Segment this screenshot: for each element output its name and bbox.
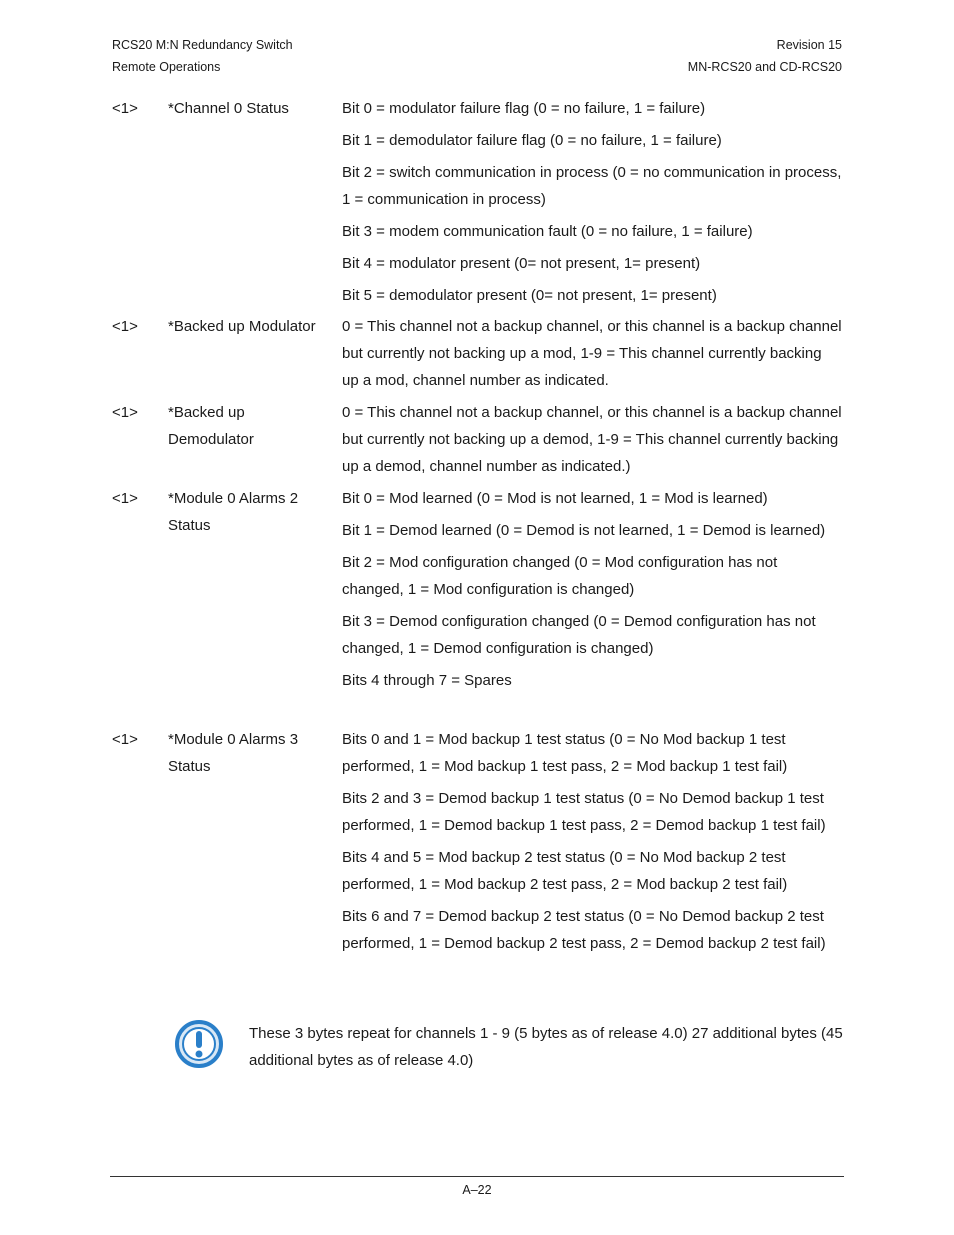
description-paragraph: 0 = This channel not a backup channel, or this channel is a backup channel but currently not backing up a demod, 1-9 = This channel currently backing up a demod, channel number as indicated.) (342, 404, 842, 475)
description-paragraph: Bits 0 and 1 = Mod backup 1 test status (0 = No Mod backup 1 test performed, 1 = Mod backup 1 test pass, 2 = Mod backup 1 test fail) (342, 731, 788, 775)
field-description (342, 399, 842, 485)
important-icon (173, 1018, 225, 1070)
description-paragraph: Bit 0 = Mod learned (0 = Mod is not learned, 1 = Mod is learned) (342, 490, 768, 507)
description-paragraph: Bit 3 = modem communication fault (0 = no failure, 1 = failure) (342, 223, 753, 240)
description-paragraph: Bits 6 and 7 = Demod backup 2 test status (0 = No Demod backup 2 test performed, 1 = Demod backup 2 test pass, 2 = Demod backup 2 test fail) (342, 908, 826, 952)
description-paragraph: Bits 4 through 7 = Spares (342, 672, 512, 689)
description-paragraph: 0 = This channel not a backup channel, or this channel is a backup channel but currently not backing up a mod, 1-9 = This channel currently backing up a mod, channel number as indicated. (342, 318, 842, 389)
description-paragraph: Bit 1 = Demod learned (0 = Demod is not learned, 1 = Demod is learned) (342, 522, 826, 539)
description-paragraph: Bit 2 = Mod configuration changed (0 = Mod configuration has not changed, 1 = Mod configuration is changed) (342, 554, 778, 598)
field-name: *Module 0 Alarms 3 Status (168, 731, 299, 775)
field-description (342, 485, 842, 699)
header-section-title: Remote Operations (112, 60, 221, 74)
field-description (342, 313, 842, 399)
page-number: A–22 (462, 1183, 492, 1197)
description-paragraph: Bit 1 = demodulator failure flag (0 = no failure, 1 = failure) (342, 132, 722, 149)
field-name: *Backed up Demodulator (168, 404, 254, 448)
field-description (342, 726, 842, 962)
byte-count: <1> (112, 318, 138, 335)
footer-divider (110, 1176, 844, 1177)
byte-count: <1> (112, 100, 138, 117)
field-name: *Module 0 Alarms 2 Status (168, 490, 299, 534)
description-paragraph: Bit 3 = Demod configuration changed (0 = Demod configuration has not changed, 1 = Demod configuration is changed) (342, 613, 816, 657)
byte-count: <1> (112, 490, 138, 507)
note-text: These 3 bytes repeat for channels 1 - 9 (5 bytes as of release 4.0) 27 additional bytes (45 additional bytes as of release 4.0) (249, 1025, 843, 1069)
header-document-number: MN-RCS20 and CD-RCS20 (687, 60, 842, 74)
field-name: *Channel 0 Status (168, 100, 289, 117)
field-name: *Backed up Modulator (168, 318, 316, 335)
field-description (342, 95, 842, 314)
description-paragraph: Bit 0 = modulator failure flag (0 = no failure, 1 = failure) (342, 100, 706, 117)
header-document-title: RCS20 M:N Redundancy Switch (112, 38, 293, 52)
description-paragraph: Bit 2 = switch communication in process (0 = no communication in process, 1 = communication in process) (342, 164, 842, 208)
byte-count: <1> (112, 404, 138, 421)
page-header-right (688, 37, 842, 81)
byte-count: <1> (112, 731, 138, 748)
description-paragraph: Bit 5 = demodulator present (0= not present, 1= present) (342, 287, 717, 304)
page-header-left (112, 37, 293, 81)
description-paragraph: Bits 4 and 5 = Mod backup 2 test status (0 = No Mod backup 2 test performed, 1 = Mod backup 2 test pass, 2 = Mod backup 2 test fail) (342, 849, 788, 893)
header-revision: Revision 15 (776, 38, 842, 52)
description-paragraph: Bit 4 = modulator present (0= not present, 1= present) (342, 255, 701, 272)
description-paragraph: Bits 2 and 3 = Demod backup 1 test status (0 = No Demod backup 1 test performed, 1 = Demod backup 1 test pass, 2 = Demod backup 1 test fail) (342, 790, 826, 834)
